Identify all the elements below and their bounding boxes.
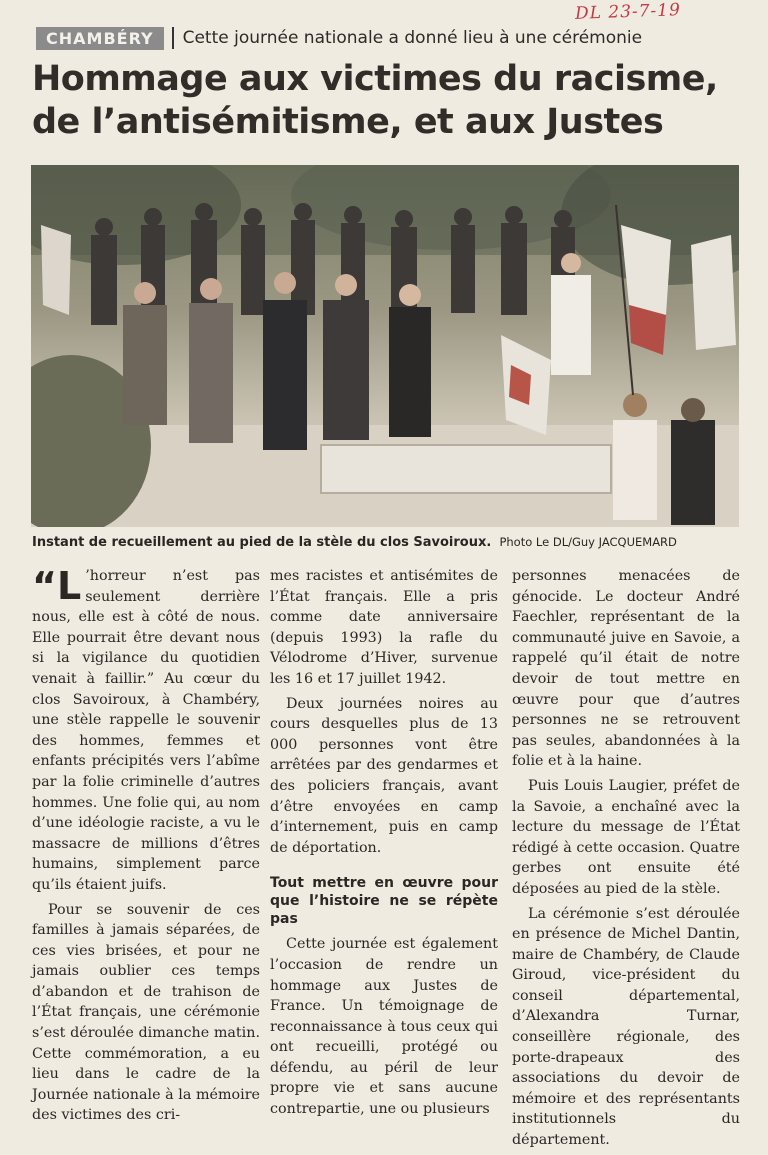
ceremony-photo-illustration [31, 165, 739, 527]
paragraph: Pour se souvenir de ces familles à jamais séparées, de ces vies brisées, et pour ne jamais oublier ces temps d’abandon et de trahison de l’État français, une cérémonie s’est déroulée dimanche matin. Cette commémoration, a eu lieu dans le cadre de la Journée nationale à la mémoire des victimes des cri- [32, 901, 260, 1124]
kicker-divider [172, 27, 174, 49]
paragraph: Deux journées noires au cours desquelles plus de 13 000 personnes vont être arrêtées par des gendarmes et des policiers français, avant d’être envoyées en camp d’internement, puis en camp de déportation. [270, 695, 498, 856]
drop-quote: “L [32, 564, 82, 608]
kicker-text: Cette journée nationale a donné lieu à une cérémonie [182, 28, 643, 48]
caption-text: Instant de recueillement au pied de la stèle du clos Savoiroux. [32, 535, 492, 550]
paragraph: La cérémonie s’est déroulée en présence de Michel Dantin, maire de Chambéry, de Claude Giroud, vice-président du conseil départemental, d’Alexandra Turnar, conseillère régionale, des porte-drapeaux des associations du devoir de mémoire et des représentants institutionnels du département. [512, 905, 740, 1149]
location-tag: CHAMBÉRY [36, 27, 164, 50]
kicker [36, 26, 642, 50]
photo-credit: Photo Le DL/Guy JACQUEMARD [499, 535, 677, 549]
paragraph: Cette journée est également l’occasion de rendre un hommage aux Justes de France. Un témoignage de reconnaissance à tous ceux qui ont recueilli, protégé ou défendu, au péril de leur propre vie et sans aucune contrepartie, une ou plusieurs [270, 936, 498, 1118]
photo-caption [32, 535, 752, 550]
article-column-1 [32, 566, 260, 1130]
paragraph: Puis Louis Laugier, préfet de la Savoie, a enchaîné avec la lecture du message de l’État rédigé à cette occasion. Quatre gerbes ont ensuite été déposées au pied de la stèle. [512, 777, 740, 897]
paragraph-continuation: mes racistes et antisémites de l’État français. Elle a pris comme date anniversaire (depuis 1993) la rafle du Vélodrome d’Hiver, survenue les 16 et 17 juillet 1942. [270, 568, 498, 687]
article-column-2 [270, 566, 498, 1124]
ceremony-photo [31, 165, 739, 527]
paragraph-continuation: personnes menacées de génocide. Le docteur André Faechler, représentant de la communauté juive en Savoie, a rappelé qu’il était de notre devoir de tout mettre en œuvre pour que d’autres personnes ne se retrouvent pas seules, abandonnées à la folie et à la haine. [512, 568, 740, 770]
subheading: Tout mettre en œuvre pour que l’histoire ne se répète pas [270, 875, 498, 928]
lead-paragraph [32, 566, 260, 896]
article-column-3 [512, 566, 740, 1155]
headline: Hommage aux victimes du racisme, de l’antisémitisme, et aux Justes [32, 59, 718, 142]
handwritten-date-note: DL 23-7-19 [574, 0, 682, 24]
lead-text: ’horreur n’est pas seulement derrière nous, elle est à côté de nous. Elle pourrait être devant nous si la vigilance du quotidien venait à faillir.” Au cœur du clos Savoiroux, à Chambéry, une stèle rappelle le souvenir des hommes, femmes et enfants précipités vers l’abîme par la folie criminelle d’autres hommes. Une folie qui, au nom d’une idéologie raciste, a vu le massacre de millions d’êtres humains, simplement parce qu’ils étaient juifs. [32, 568, 260, 893]
